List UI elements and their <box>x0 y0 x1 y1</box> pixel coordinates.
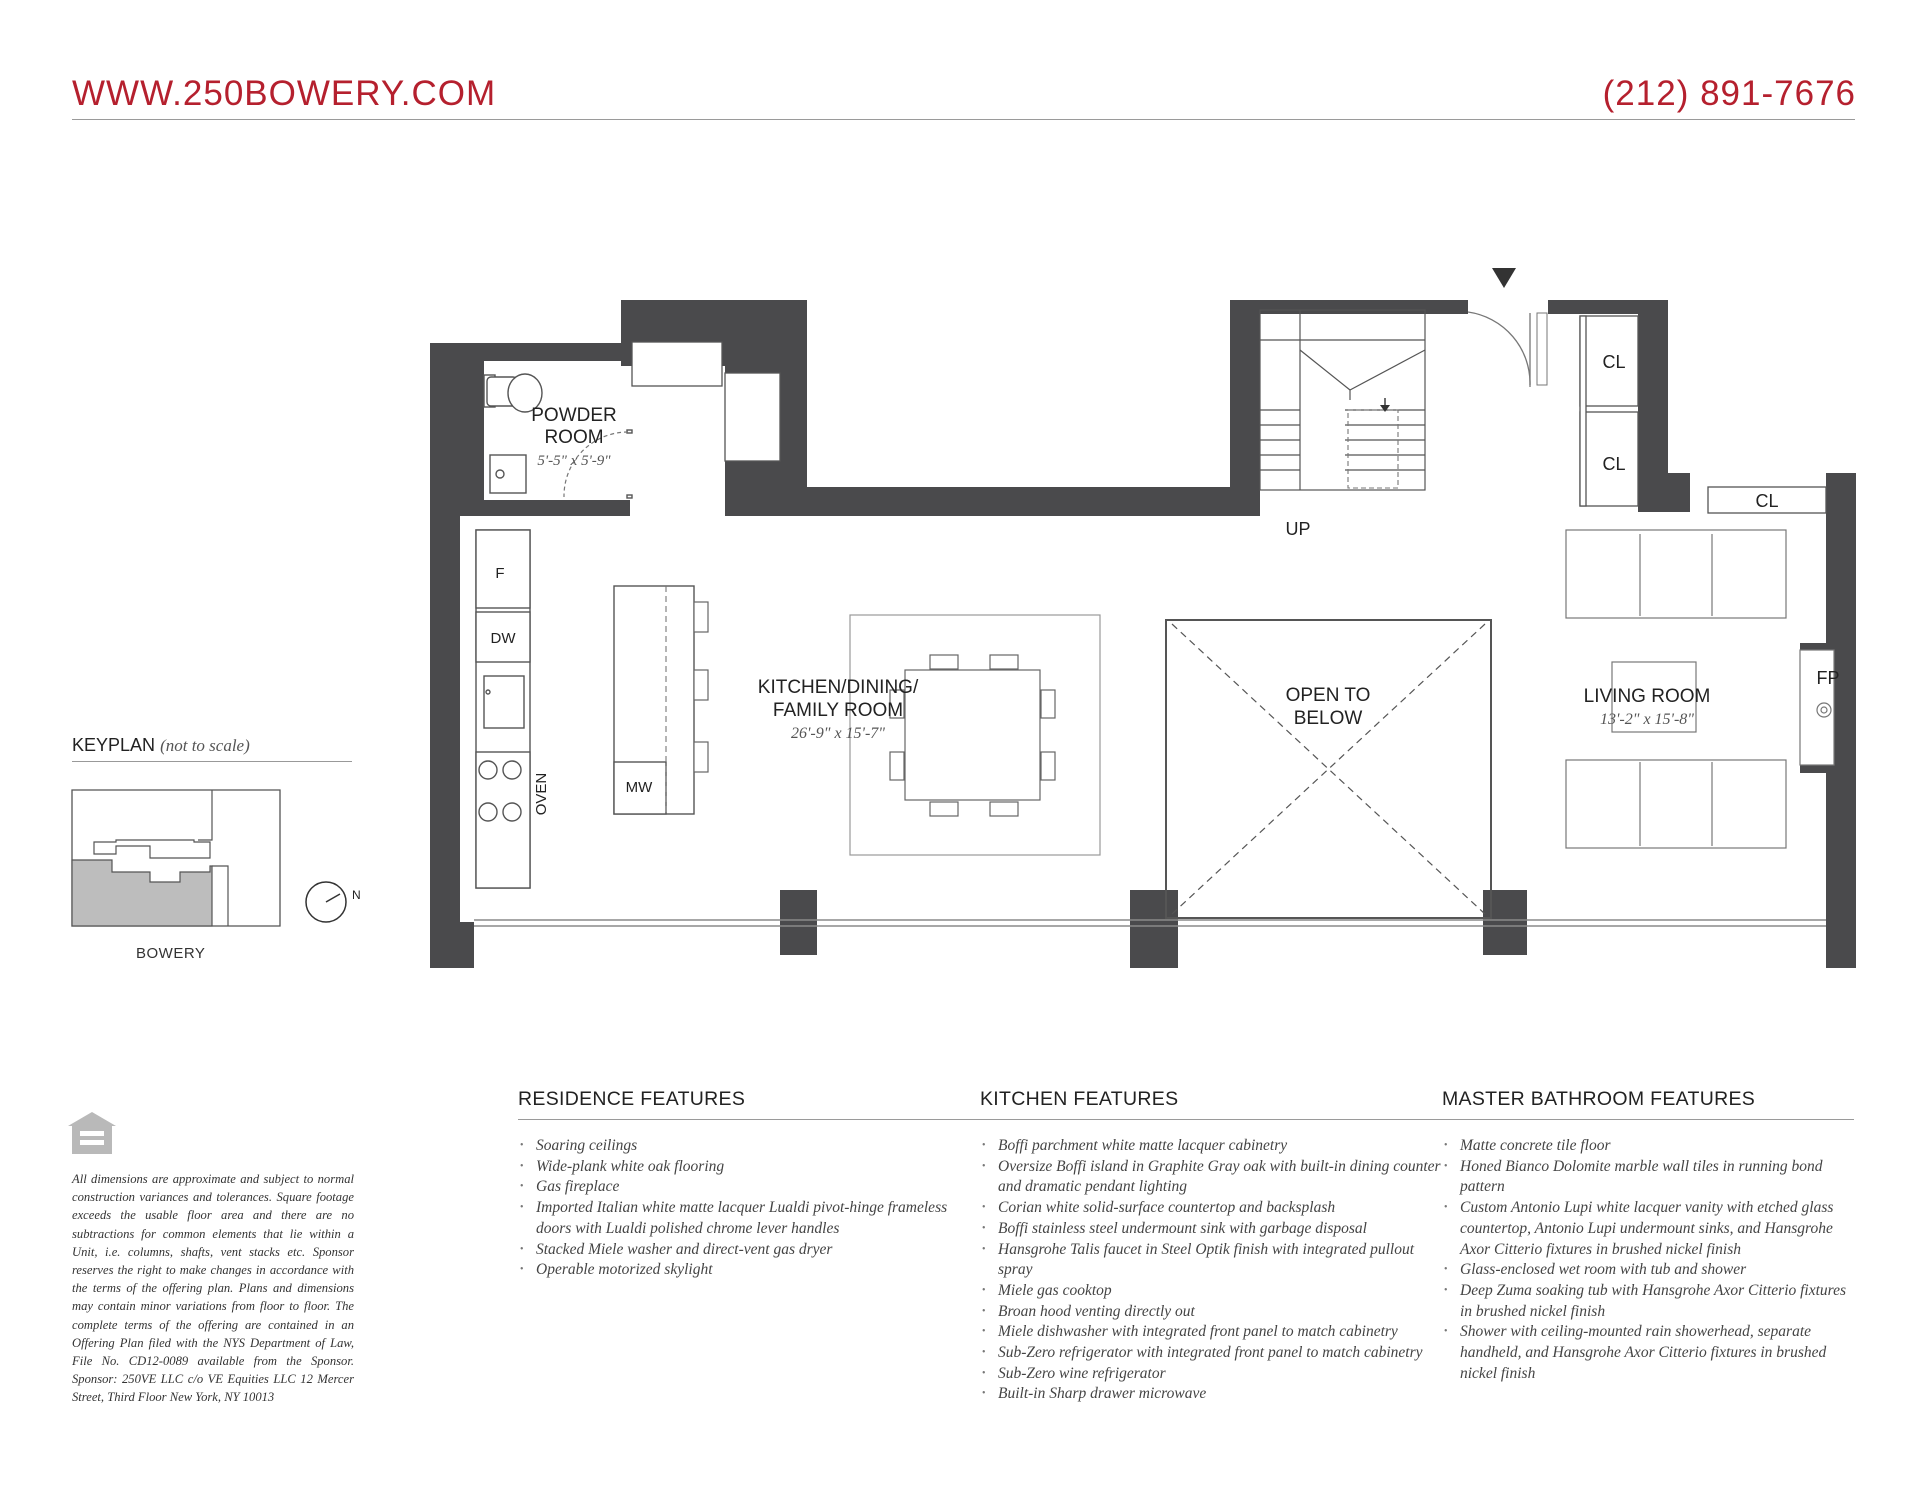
keyplan-divider <box>72 761 352 762</box>
list-item: • Boffi parchment white matte lacquer cabinetry <box>980 1136 1442 1157</box>
dishwasher-label: DW <box>490 630 516 647</box>
list-item: • Built-in Sharp drawer microwave <box>980 1384 1442 1405</box>
kitchen-features <box>980 1088 1442 1405</box>
list-item: • Miele gas cooktop <box>980 1281 1442 1302</box>
list-item: • Sub-Zero wine refrigerator <box>980 1364 1442 1385</box>
list-item: • Sub-Zero refrigerator with integrated front panel to match cabinetry <box>980 1343 1442 1364</box>
equal-housing-icon <box>66 1110 118 1156</box>
master-bathroom-features-title: MASTER BATHROOM FEATURES <box>1442 1088 1854 1120</box>
keyplan-diagram <box>68 782 388 942</box>
closet-label-2: CL <box>1602 454 1626 474</box>
closets <box>1580 316 1826 513</box>
open-below-label-2: BELOW <box>1293 708 1363 729</box>
list-item: • Oversize Boffi island in Graphite Gray oak with built-in dining counter and dramatic pendant lighting <box>980 1157 1442 1198</box>
entry-arrow <box>1492 268 1516 288</box>
list-item: • Wide-plank white oak flooring <box>518 1157 980 1178</box>
residence-features <box>518 1088 980 1281</box>
master-bathroom-features <box>1442 1088 1854 1384</box>
kitchen-features-title: KITCHEN FEATURES <box>980 1088 1442 1120</box>
kitchen-counter <box>476 530 530 888</box>
kitchen-label-2: FAMILY ROOM <box>772 700 904 721</box>
list-item: • Matte concrete tile floor <box>1442 1136 1854 1157</box>
powder-room-label: POWDER <box>531 405 617 426</box>
keyplan-note: (not to scale) <box>160 736 250 755</box>
list-item: • Custom Antonio Lupi white lacquer vanity with etched glass countertop, Antonio Lupi undermount sinks, and Hansgrohe Axor Citterio fixtures in brushed nickel finish <box>1442 1198 1854 1260</box>
kitchen-label: KITCHEN/DINING/ <box>757 677 919 698</box>
stair <box>1260 310 1425 490</box>
entry-door <box>1468 312 1530 385</box>
oven-label: OVEN <box>533 772 550 816</box>
list-item: • Glass-enclosed wet room with tub and shower <box>1442 1260 1854 1281</box>
fireplace-label: FP <box>1816 668 1840 688</box>
open-below-label: OPEN TO <box>1285 685 1371 706</box>
closet-label-1: CL <box>1602 352 1626 372</box>
phone-number: (212) 891-7676 <box>1602 74 1856 113</box>
north-label: N <box>352 888 361 902</box>
residence-features-title: RESIDENCE FEATURES <box>518 1088 980 1120</box>
microwave-label: MW <box>625 779 653 796</box>
keyplan-street-label: BOWERY <box>136 945 206 962</box>
list-item: • Shower with ceiling-mounted rain showerhead, separate handheld, and Hansgrohe Axor Citterio fixtures in brushed nickel finish <box>1442 1322 1854 1384</box>
fridge-label: F <box>495 565 505 582</box>
list-item: • Imported Italian white matte lacquer Lualdi pivot-hinge frameless doors with Lualdi polished chrome lever handles <box>518 1198 980 1239</box>
list-item: • Broan hood venting directly out <box>980 1302 1442 1323</box>
list-item: • Honed Bianco Dolomite marble wall tiles in running bond pattern <box>1442 1157 1854 1198</box>
list-item: • Hansgrohe Talis faucet in Steel Optik finish with integrated pullout spray <box>980 1240 1442 1281</box>
list-item: • Gas fireplace <box>518 1177 980 1198</box>
stair-up-label: UP <box>1285 519 1311 539</box>
island-stools <box>694 602 708 772</box>
dining-table <box>850 615 1100 855</box>
keyplan-title <box>72 735 250 756</box>
kitchen-dims: 26'-9" x 15'-7" <box>790 725 886 742</box>
powder-room-dims: 5'-5" x 5'-9" <box>537 453 611 469</box>
keyplan-heading: KEYPLAN <box>72 735 156 755</box>
website-url: WWW.250BOWERY.COM <box>72 74 497 113</box>
closet-label-3: CL <box>1755 491 1779 511</box>
list-item: • Deep Zuma soaking tub with Hansgrohe Axor Citterio fixtures in brushed nickel finish <box>1442 1281 1854 1322</box>
open-to-below <box>1166 620 1491 918</box>
list-item: • Corian white solid-surface countertop and backsplash <box>980 1198 1442 1219</box>
list-item: • Boffi stainless steel undermount sink with garbage disposal <box>980 1219 1442 1240</box>
list-item: • Soaring ceilings <box>518 1136 980 1157</box>
living-room-dims: 13'-2" x 15'-8" <box>1599 711 1695 728</box>
powder-room-label-2: ROOM <box>544 427 604 448</box>
living-room-label: LIVING ROOM <box>1583 686 1711 707</box>
list-item: • Miele dishwasher with integrated front panel to match cabinetry <box>980 1322 1442 1343</box>
list-item: • Stacked Miele washer and direct-vent gas dryer <box>518 1240 980 1261</box>
list-item: • Operable motorized skylight <box>518 1260 980 1281</box>
legal-disclaimer: All dimensions are approximate and subject to normal construction variances and tolerances. Square footage exceeds the usable floor area and there are no subtractions for common elements that lie within a Unit, i.e. columns, shafts, vent stacks etc. Sponsor reserves the right to make changes in accordance with the terms of the offering plan. Plans and dimensions may contain minor variations from floor to floor. The complete terms of the offering are contained in an Offering Plan filed with the NYS Department of Law, File No. CD12-0089 available from the Sponsor. Sponsor: 250VE LLC c/o VE Equities LLC 12 Mercer Street, Third Floor New York, NY 10013 <box>72 1172 354 1405</box>
